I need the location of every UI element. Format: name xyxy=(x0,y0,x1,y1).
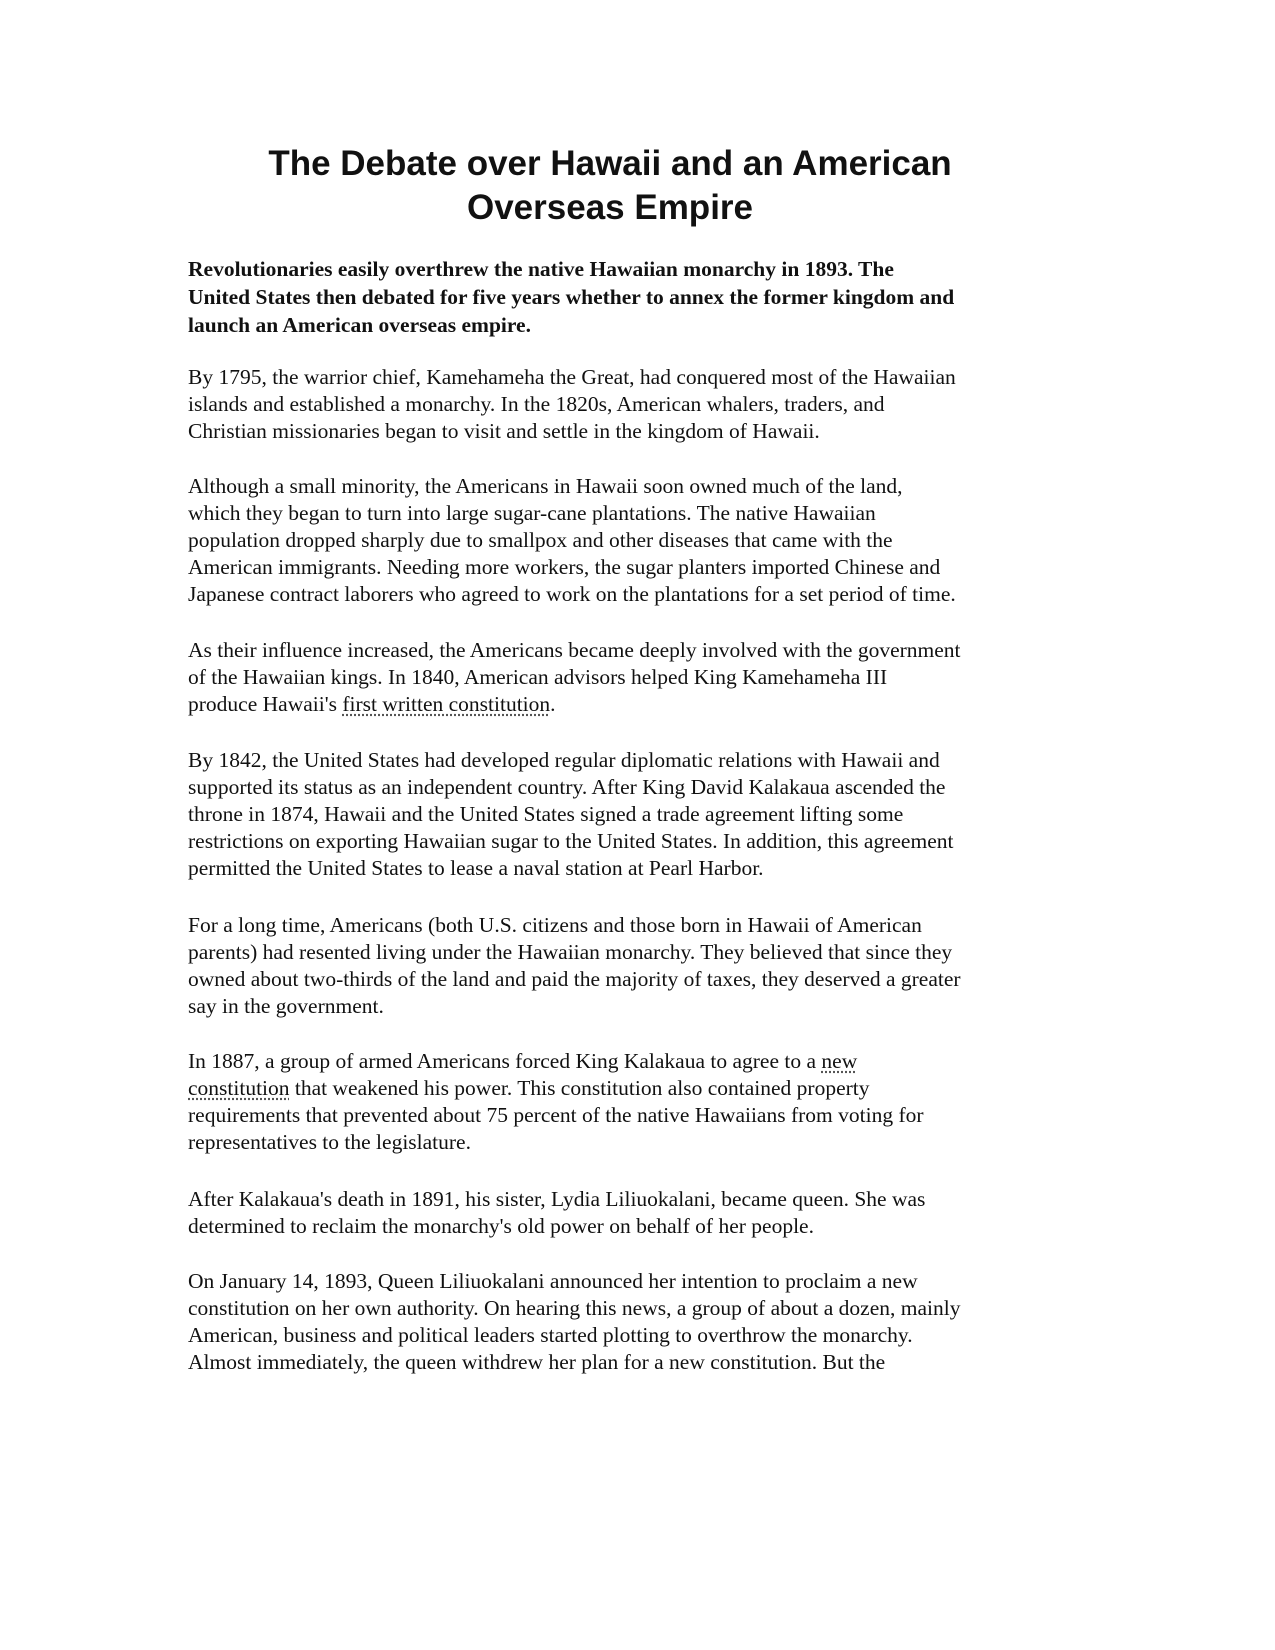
paragraph-line: islands and established a monarchy. In the 1820s, American whalers, traders, and xyxy=(188,392,885,416)
paragraph-line: By 1842, the United States had developed regular diplomatic relations with Hawaii and xyxy=(188,748,940,772)
paragraph-8 xyxy=(188,1268,1068,1376)
title-line: The Debate over Hawaii and an American xyxy=(268,144,952,183)
first-written-constitution-link[interactable]: first written constitution xyxy=(342,692,551,716)
paragraph-line: throne in 1874, Hawaii and the United States signed a trade agreement lifting some xyxy=(188,802,904,826)
paragraph-4 xyxy=(188,747,1068,882)
paragraph-line: By 1795, the warrior chief, Kamehameha the Great, had conquered most of the Hawaiian xyxy=(188,365,956,389)
paragraph-5 xyxy=(188,912,1068,1020)
paragraph-line xyxy=(188,1048,1068,1075)
text-fragment: produce Hawaii's xyxy=(188,692,343,716)
paragraph-7 xyxy=(188,1186,1068,1240)
paragraph-line: Japanese contract laborers who agreed to work on the plantations for a set period of time. xyxy=(188,582,956,606)
paragraph-line: determined to reclaim the monarchy's old power on behalf of her people. xyxy=(188,1214,814,1238)
text-fragment: . xyxy=(550,692,556,716)
title-line: Overseas Empire xyxy=(466,188,753,227)
paragraph-3 xyxy=(188,637,1068,718)
paragraph-2 xyxy=(188,473,1068,608)
intro-line: launch an American overseas empire. xyxy=(188,313,531,337)
new-constitution-link[interactable]: new xyxy=(821,1049,858,1073)
paragraph-line: Although a small minority, the Americans in Hawaii soon owned much of the land, xyxy=(188,474,903,498)
intro-line: Revolutionaries easily overthrew the native Hawaiian monarchy in 1893. The xyxy=(188,257,894,281)
document-title xyxy=(200,142,1020,230)
new-constitution-link[interactable]: constitution xyxy=(188,1076,290,1100)
paragraph-1 xyxy=(188,364,1068,445)
paragraph-line: For a long time, Americans (both U.S. citizens and those born in Hawaii of American xyxy=(188,913,922,937)
paragraph-line: American, business and political leaders started plotting to overthrow the monarchy. xyxy=(188,1323,913,1347)
intro-line: United States then debated for five years whether to annex the former kingdom and xyxy=(188,285,955,309)
paragraph-line: On January 14, 1893, Queen Liliuokalani announced her intention to proclaim a new xyxy=(188,1269,918,1293)
paragraph-line: As their influence increased, the Americans became deeply involved with the government xyxy=(188,638,961,662)
paragraph-line: permitted the United States to lease a naval station at Pearl Harbor. xyxy=(188,856,764,880)
paragraph-line: After Kalakaua's death in 1891, his sister, Lydia Liliuokalani, became queen. She was xyxy=(188,1187,926,1211)
paragraph-line: restrictions on exporting Hawaiian sugar to the United States. In addition, this agreement xyxy=(188,829,954,853)
paragraph-line: owned about two-thirds of the land and paid the majority of taxes, they deserved a greater xyxy=(188,967,961,991)
text-fragment: In 1887, a group of armed Americans forced King Kalakaua to agree to a xyxy=(188,1049,822,1073)
paragraph-line xyxy=(188,691,1068,718)
text-fragment: that weakened his power. This constitution also contained property xyxy=(289,1076,870,1100)
paragraph-line: constitution on her own authority. On hearing this news, a group of about a dozen, mainly xyxy=(188,1296,961,1320)
paragraph-line: which they began to turn into large sugar-cane plantations. The native Hawaiian xyxy=(188,501,876,525)
paragraph-line: Christian missionaries began to visit and settle in the kingdom of Hawaii. xyxy=(188,419,820,443)
paragraph-line: Almost immediately, the queen withdrew her plan for a new constitution. But the xyxy=(188,1350,886,1374)
paragraph-line: say in the government. xyxy=(188,994,384,1018)
paragraph-6 xyxy=(188,1048,1068,1156)
paragraph-line: parents) had resented living under the Hawaiian monarchy. They believed that since they xyxy=(188,940,953,964)
intro-summary xyxy=(188,255,1068,339)
paragraph-line: American immigrants. Needing more workers, the sugar planters imported Chinese and xyxy=(188,555,941,579)
paragraph-line: population dropped sharply due to smallpox and other diseases that came with the xyxy=(188,528,893,552)
paragraph-line: of the Hawaiian kings. In 1840, American advisors helped King Kamehameha III xyxy=(188,665,888,689)
paragraph-line: requirements that prevented about 75 percent of the native Hawaiians from voting for xyxy=(188,1103,924,1127)
paragraph-line xyxy=(188,1075,1068,1102)
paragraph-line: representatives to the legislature. xyxy=(188,1130,471,1154)
paragraph-line: supported its status as an independent country. After King David Kalakaua ascended the xyxy=(188,775,946,799)
